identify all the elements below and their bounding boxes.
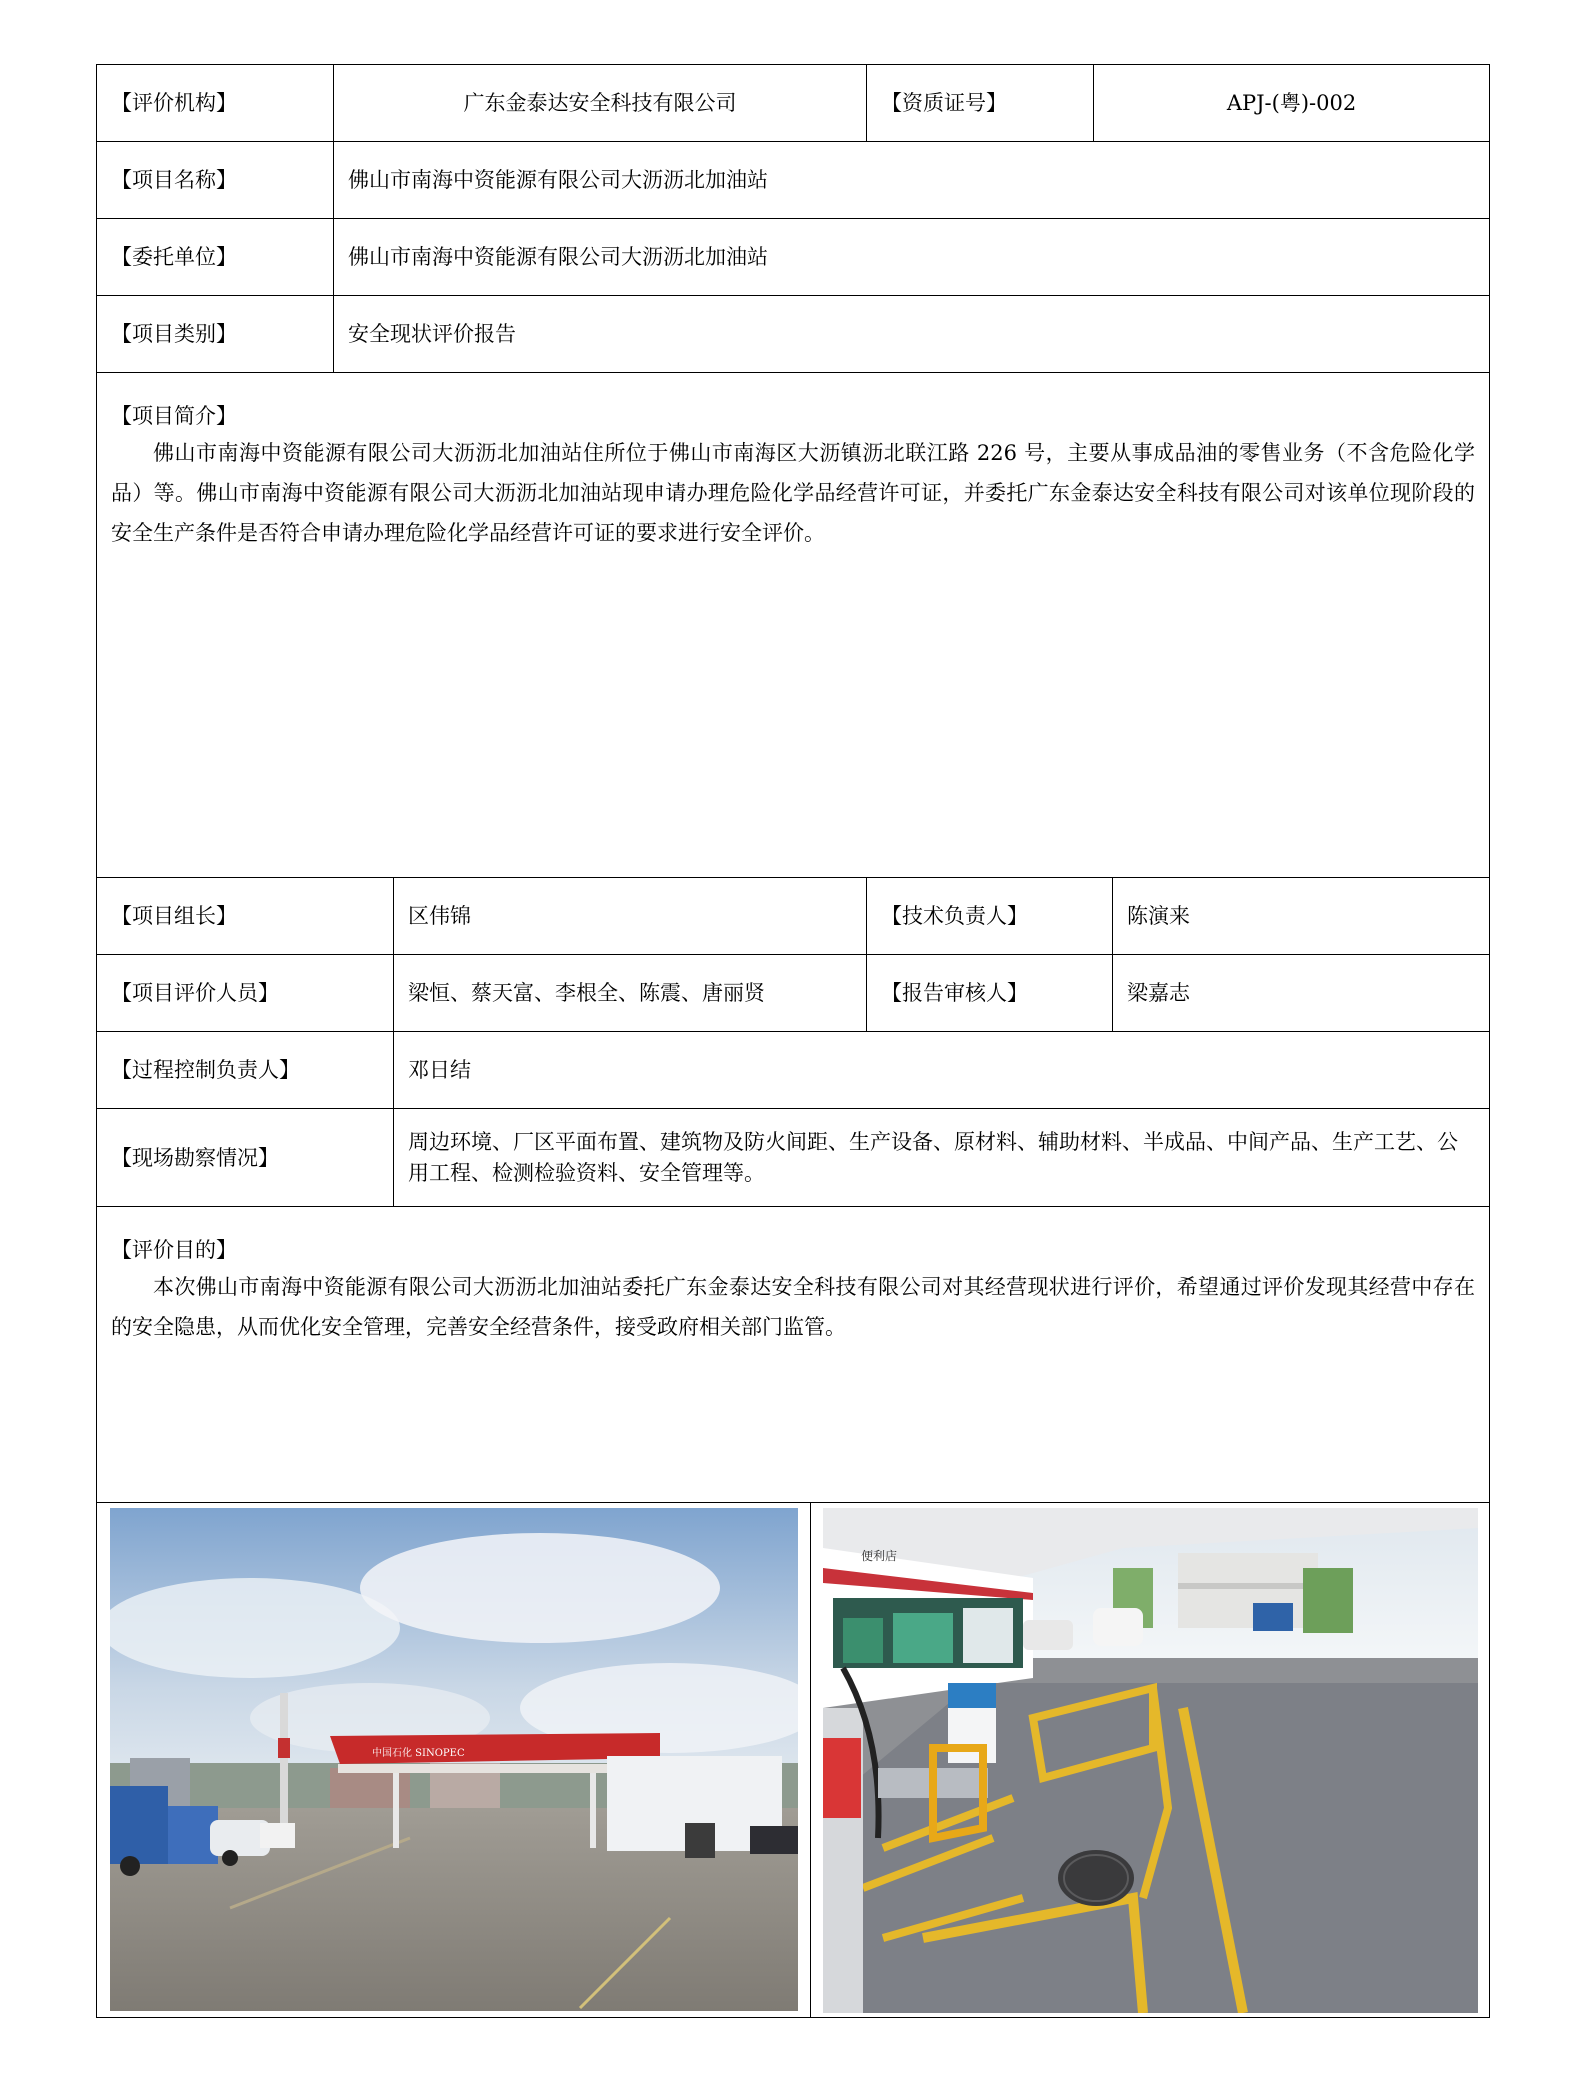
cert-value: APJ-(粤)-002 — [1226, 91, 1357, 115]
photos-row — [97, 1503, 1489, 2017]
client-label: 【委托单位】 — [97, 219, 334, 295]
process-label: 【过程控制负责人】 — [97, 1032, 394, 1108]
category-label: 【项目类别】 — [97, 296, 334, 372]
photo-cell-left — [97, 1503, 811, 2017]
client-row — [97, 219, 1489, 296]
tech-value: 陈演来 — [1127, 904, 1190, 928]
evaluation-info-table — [96, 64, 1490, 2018]
photo-cell-right — [811, 1503, 1489, 2017]
cert-label: 【资质证号】 — [867, 65, 1094, 141]
org-label: 【评价机构】 — [97, 65, 334, 141]
purpose-text: 本次佛山市南海中资能源有限公司大沥沥北加油站委托广东金泰达安全科技有限公司对其经营现状进行评价，希望通过评价发现其经营中存在的安全隐患，从而优化安全管理，完善安全经营条件，接受政府相关部门监管。 — [111, 1275, 1475, 1339]
org-value: 广东金泰达安全科技有限公司 — [334, 65, 867, 141]
fuel-pump-area-photo — [823, 1508, 1478, 2013]
intro-block — [97, 373, 1489, 877]
project-name-label: 【项目名称】 — [97, 142, 334, 218]
leader-label: 【项目组长】 — [97, 878, 394, 954]
process-value: 邓日结 — [408, 1058, 471, 1082]
purpose-block — [97, 1207, 1489, 1502]
project-name-row — [97, 142, 1489, 219]
gas-station-exterior-photo — [110, 1508, 798, 2011]
category-value: 安全现状评价报告 — [348, 322, 516, 346]
process-row — [97, 1032, 1489, 1109]
purpose-row — [97, 1207, 1489, 1503]
leader-value: 区伟锦 — [394, 878, 867, 954]
intro-text: 佛山市南海中资能源有限公司大沥沥北加油站住所位于佛山市南海区大沥镇沥北联江路 226 号，主要从事成品油的零售业务（不含危险化学品）等。佛山市南海中资能源有限公司大沥沥北加油站现申请办理危险化学品经营许可证，并委托广东金泰达安全科技有限公司对该单位现阶段的安全生产条件是否符合申请办理危险化学品经营许可证的要求进行安全评价。 — [111, 441, 1475, 545]
survey-label: 【现场勘察情况】 — [97, 1109, 394, 1206]
leader-row — [97, 878, 1489, 955]
org-row — [97, 65, 1489, 142]
tech-label: 【技术负责人】 — [867, 878, 1113, 954]
reviewer-label: 【报告审核人】 — [867, 955, 1113, 1031]
category-row — [97, 296, 1489, 373]
survey-value: 周边环境、厂区平面布置、建筑物及防火间距、生产设备、原材料、辅助材料、半成品、中间产品、生产工艺、公用工程、检测检验资料、安全管理等。 — [408, 1129, 1458, 1185]
survey-row — [97, 1109, 1489, 1207]
members-row — [97, 955, 1489, 1032]
client-value: 佛山市南海中资能源有限公司大沥沥北加油站 — [348, 245, 768, 269]
canopy-brand-text: 中国石化 SINOPEC — [372, 1748, 465, 1759]
members-label: 【项目评价人员】 — [97, 955, 394, 1031]
intro-row — [97, 373, 1489, 878]
reviewer-value: 梁嘉志 — [1127, 981, 1190, 1005]
purpose-label: 【评价目的】 — [111, 1238, 237, 1262]
members-value: 梁恒、蔡天富、李根全、陈震、唐丽贤 — [394, 955, 867, 1031]
store-sign-text: 便利店 — [861, 1549, 898, 1563]
project-name-value: 佛山市南海中资能源有限公司大沥沥北加油站 — [348, 168, 768, 192]
intro-label: 【项目简介】 — [111, 404, 237, 428]
